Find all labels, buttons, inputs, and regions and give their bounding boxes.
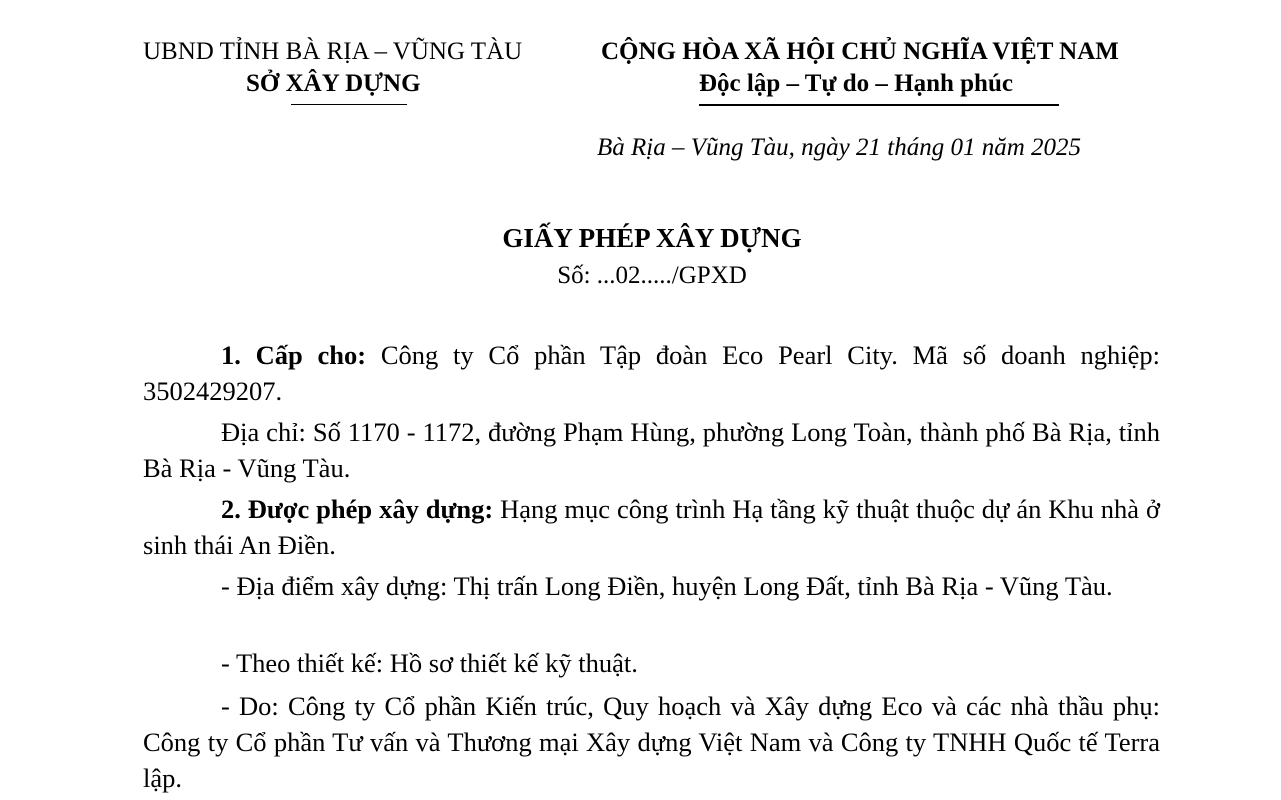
address-text: Địa chỉ: Số 1170 - 1172, đường Phạm Hùng, phường Long Toàn, thành phố Bà Rịa, tỉnh Bà Rịa - Vũng Tàu.: [143, 417, 1160, 483]
document-title: GIẤY PHÉP XÂY DỰNG: [502, 223, 802, 253]
granted-to-label: 1. Cấp cho:: [221, 340, 367, 370]
motto-underline: [699, 104, 1059, 106]
paragraph-permitted: [143, 491, 1160, 563]
design-text: - Theo thiết kế: Hồ sơ thiết kế kỹ thuật.: [221, 648, 638, 678]
document-number: Số: ...02...../GPXD: [557, 262, 747, 289]
location-text: - Địa điểm xây dựng: Thị trấn Long Điền, huyện Long Đất, tỉnh Bà Rịa - Vũng Tàu.: [221, 571, 1113, 601]
designer-text: - Do: Công ty Cổ phần Kiến trúc, Quy hoạch và Xây dựng Eco và các nhà thầu phụ: Công ty Cổ phần Tư vấn và Thương mại Xây dựng Việt Nam và Công ty TNHH Quốc tế Terra lập.: [143, 691, 1160, 793]
paragraph-location: [143, 568, 1160, 604]
issuing-department: SỞ XÂY DỰNG: [246, 70, 421, 97]
granted-to-text: Công ty Cổ phần Tập đoàn Eco Pearl City. Mã số doanh nghiệp: 3502429207.: [143, 340, 1160, 406]
national-motto: Độc lập – Tự do – Hạnh phúc: [699, 70, 1013, 97]
permitted-text: Hạng mục công trình Hạ tầng kỹ thuật thuộc dự án Khu nhà ở sinh thái An Điền.: [143, 494, 1160, 560]
paragraph-design: [143, 645, 1160, 681]
paragraph-address: [143, 414, 1160, 486]
department-underline: [291, 104, 407, 105]
permitted-label: 2. Được phép xây dựng:: [221, 494, 494, 524]
paragraph-designer: [143, 688, 1160, 796]
issue-date: Bà Rịa – Vũng Tàu, ngày 21 tháng 01 năm 2025: [597, 134, 1082, 161]
national-title: CỘNG HÒA XÃ HỘI CHỦ NGHĨA VIỆT NAM: [601, 38, 1119, 65]
issuing-authority: UBND TỈNH BÀ RỊA – VŨNG TÀU: [143, 38, 523, 65]
paragraph-granted-to: [143, 337, 1160, 409]
